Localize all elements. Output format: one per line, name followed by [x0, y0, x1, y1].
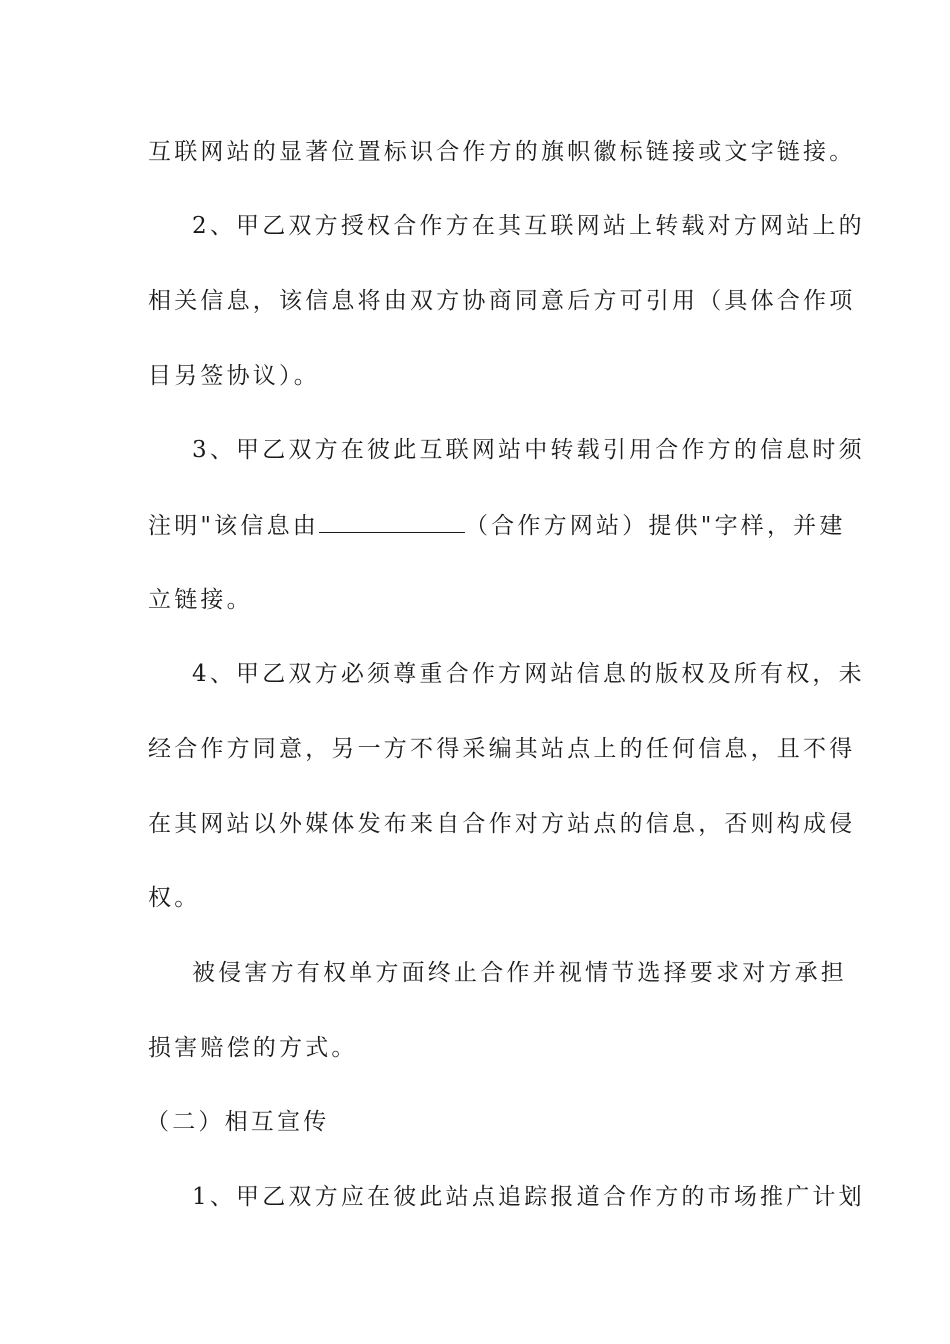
- section-heading: （二）相互宣传: [146, 1109, 330, 1135]
- clause-3-text-before-blank: 注明"该信息由: [148, 513, 319, 539]
- clause-4-line-4: 权。: [148, 885, 201, 911]
- clause-4-line-1: 4、甲乙双方必须尊重合作方网站信息的版权及所有权，未: [192, 661, 865, 687]
- clause-3-line-3: 立链接。: [148, 587, 253, 613]
- clause-3-text-after-blank: （合作方网站）提供"字样，并建: [464, 513, 846, 539]
- clause-2-line-3: 目另签协议）。: [148, 363, 320, 389]
- section-2-clause-1-line-1: 1、甲乙双方应在彼此站点追踪报道合作方的市场推广计划: [192, 1184, 865, 1210]
- clause-3-line-2: [148, 510, 846, 541]
- clause-3-line-1: 3、甲乙双方在彼此互联网站中转载引用合作方的信息时须: [192, 437, 865, 463]
- paragraph-line: 互联网站的显著位置标识合作方的旗帜徽标链接或文字链接。: [148, 139, 856, 165]
- remedy-line-1: 被侵害方有权单方面终止合作并视情节选择要求对方承担: [192, 960, 847, 986]
- clause-2-line-1: 2、甲乙双方授权合作方在其互联网站上转载对方网站上的: [192, 213, 865, 239]
- fill-in-blank: [319, 510, 465, 533]
- clause-2-line-2: 相关信息，该信息将由双方协商同意后方可引用（具体合作项: [148, 288, 856, 314]
- clause-4-line-3: 在其网站以外媒体发布来自合作对方站点的信息，否则构成侵: [148, 811, 856, 837]
- remedy-line-2: 损害赔偿的方式。: [148, 1035, 358, 1061]
- clause-4-line-2: 经合作方同意，另一方不得采编其站点上的任何信息，且不得: [148, 736, 856, 762]
